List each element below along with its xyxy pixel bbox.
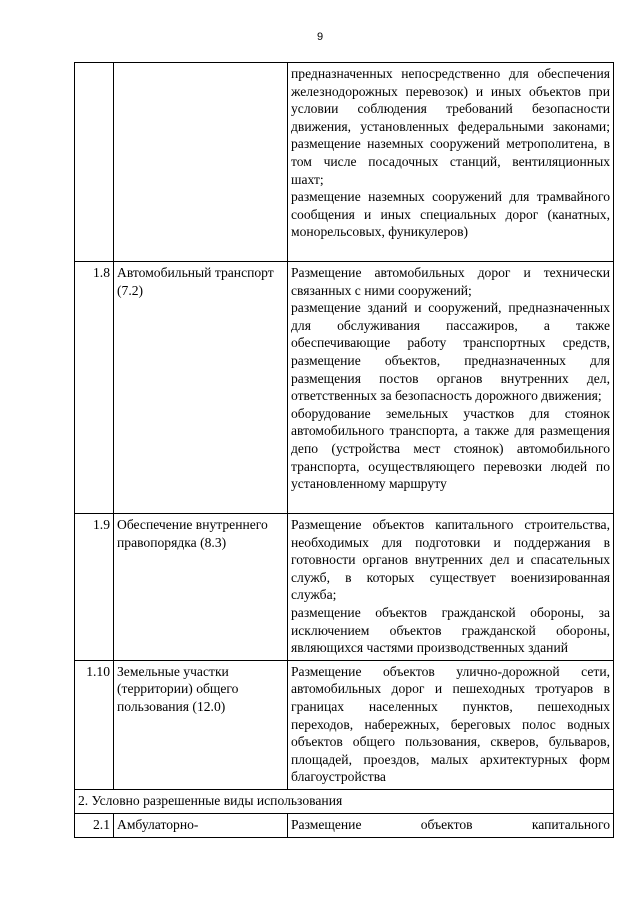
use-type-cell: Амбулаторно- (114, 813, 288, 837)
section-title: 2. Условно разрешенные виды использования (75, 789, 614, 813)
description-paragraph: Размещение объектов капитального (291, 816, 610, 832)
table-row (75, 63, 614, 262)
table-row (75, 262, 614, 514)
row-number-cell: 1.10 (75, 660, 114, 789)
description-cell (288, 660, 614, 789)
description-paragraph: размещение объектов гражданской обороны, за исключением объектов гражданской обороны, являющихся частями производственных зданий (291, 604, 610, 656)
use-type-cell: Обеспечение внутреннего правопорядка (8.3) (114, 514, 288, 661)
table-row (75, 813, 614, 837)
row-number-cell: 1.9 (75, 514, 114, 661)
use-type-cell: Автомобильный транспорт (7.2) (114, 262, 288, 514)
description-paragraph: Размещение объектов капитального строительства, необходимых для подготовки и поддержания в готовности органов внутренних дел и спасательных служб, в которых существует военизированная служба; (291, 517, 610, 603)
description-cell (288, 63, 614, 262)
page-number: 9 (316, 31, 324, 43)
row-number-cell: 1.8 (75, 262, 114, 514)
table-row (75, 660, 614, 789)
description-cell (288, 262, 614, 514)
table-row (75, 514, 614, 661)
land-use-table (74, 62, 614, 838)
description-paragraph: размещение наземных сооружений метрополитена, в том числе посадочных станций, вентиляционных шахт; (291, 136, 610, 187)
description-paragraph: оборудование земельных участков для стоянок автомобильного транспорта, а также для размещения депо (устройства мест стоянок) автомобильного транспорта, осуществляющего перевозки людей по установленному маршруту (291, 405, 610, 492)
use-type-cell (114, 63, 288, 262)
description-cell (288, 514, 614, 661)
description-paragraph: размещение зданий и сооружений, предназначенных для обслуживания пассажиров, а также обеспечивающие работу транспортных средств, размещение объектов, предназначенных для размещения постов органов внутренних дел, ответственных за безопасность дорожного движения; (291, 300, 610, 404)
row-number-cell: 2.1 (75, 813, 114, 837)
description-paragraph: предназначенных непосредственно для обеспечения железнодорожных перевозок) и иных объектов при условии соблюдения требований безопасности движения, установленных федеральными законами; (291, 66, 610, 134)
description-cell (288, 813, 614, 837)
section-row (75, 789, 614, 813)
row-number-cell (75, 63, 114, 262)
description-paragraph: Размещение объектов улично-дорожной сети, автомобильных дорог и пешеходных тротуаров в границах населенных пунктов, пешеходных переходов, набережных, береговых полос водных объектов общего пользования, скверов, бульваров, площадей, проездов, малых архитектурных форм благоустройства (291, 663, 610, 785)
description-paragraph: размещение наземных сооружений для трамвайного сообщения и иных специальных дорог (канатных, монорельсовых, фуникулеров) (291, 189, 610, 240)
description-paragraph: Размещение автомобильных дорог и технически связанных с ними сооружений; (291, 265, 610, 298)
use-type-cell: Земельные участки (территории) общего пользования (12.0) (114, 660, 288, 789)
